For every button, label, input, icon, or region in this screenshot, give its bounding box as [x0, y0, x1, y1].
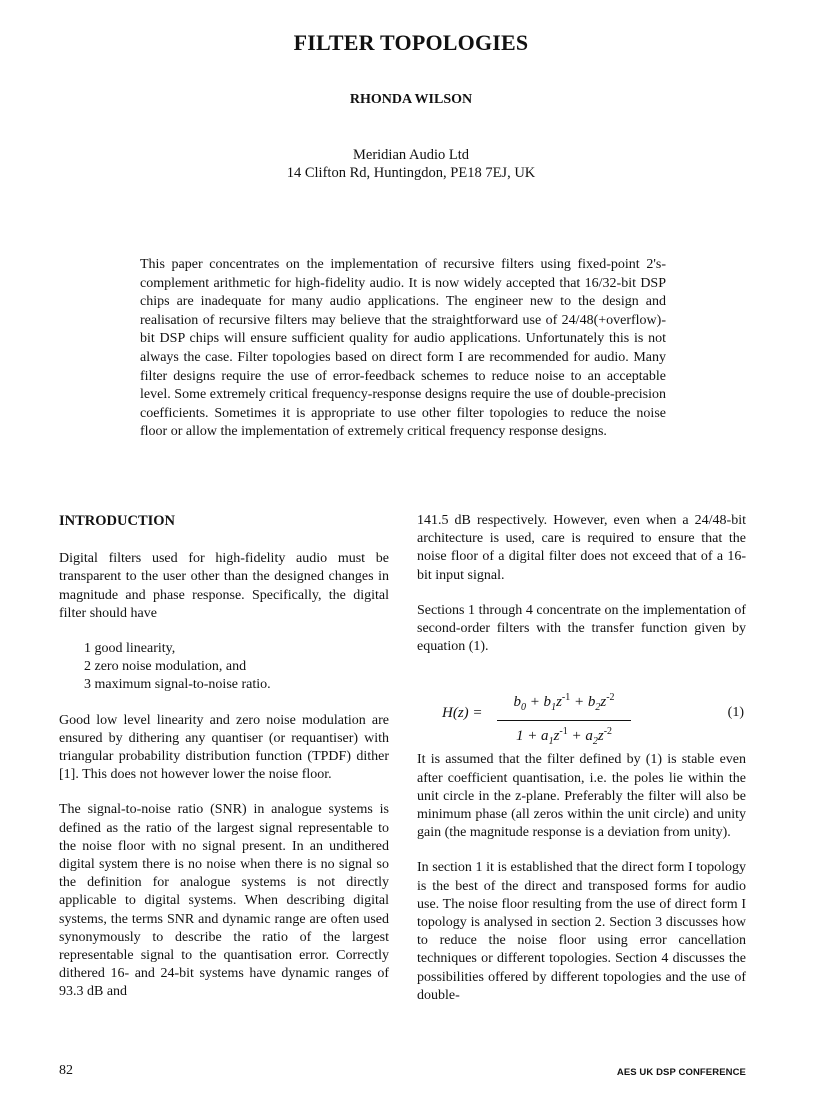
page-number: 82 — [59, 1063, 73, 1078]
equation-number: (1) — [727, 705, 744, 721]
paper-title: FILTER TOPOLOGIES — [293, 30, 529, 55]
right-paragraph-1: 141.5 dB respectively. However, even when a 24/48-bit architecture is used, care is required to ensure that the noise floor of a digital filter does not exceed that of a 16-bit input signal. — [417, 513, 746, 583]
affiliation-address: 14 Clifton Rd, Huntingdon, PE18 7EJ, UK — [286, 165, 536, 181]
section-heading-introduction: INTRODUCTION — [59, 513, 176, 529]
equation-1 — [417, 689, 746, 747]
intro-paragraph-2: Good low level linearity and zero noise modulation are ensured by dithering any quantiser (or requantiser) with triangular probability distribution function (TPDF) dither [1]. This does not however lower the noise floor. — [59, 712, 389, 783]
equation-numerator: $b_0 + b_1z^{-1} + b_2z^{-2}$ — [497, 689, 631, 720]
author-name: RHONDA WILSON — [349, 92, 473, 107]
list-item: 3 maximum signal-to-noise ratio. — [84, 677, 271, 693]
right-paragraph-2: Sections 1 through 4 concentrate on the implementation of second-order filters with the transfer function given by equation (1). — [417, 602, 746, 655]
conference-name: AES UK DSP CONFERENCE — [616, 1067, 746, 1078]
requirements-list — [59, 640, 389, 695]
list-item: 1 good linearity, — [84, 641, 176, 657]
affiliation-org: Meridian Audio Ltd — [353, 147, 469, 163]
right-paragraph-3: It is assumed that the filter defined by (1) is stable even after coefficient quantisation, i.e. the poles lie within the unit circle in the z-plane. Preferably the filter will also be minimum phase (all zeros within the unit circle) and unity gain (the magnitude response is a deviation from unity). — [417, 752, 746, 841]
left-column — [59, 512, 389, 1019]
intro-paragraph-3: The signal-to-noise ratio (SNR) in analogue systems is defined as the ratio of the largest signal representable to the noise floor with no signal present. In an undithered digital system there is no noise when there is no signal so the definition for analogue systems is not directly applicable to digital systems. When describing digital systems, the terms SNR and dynamic range are often used synonymously to describe the ratio of the largest representable signal to the quantisation error. Correctly dithered 16- and 24-bit systems have dynamic ranges of 93.3 dB and — [59, 802, 389, 1000]
equation-fraction — [497, 689, 631, 750]
equation-denominator: $1 + a_1z^{-1} + a_2z^{-2}$ — [515, 725, 613, 747]
intro-paragraph-1: Digital filters used for high-fidelity audio must be transparent to the user other than the designed changes in magnitude and phase response. Specifically, the digital filter should have — [59, 551, 389, 621]
equation-lhs: H(z) = — [442, 705, 483, 722]
affiliation — [0, 146, 822, 182]
abstract: This paper concentrates on the implementation of recursive filters using fixed-point 2's-complement arithmetic for high-fidelity audio. It is now widely accepted that 16/32-bit DSP chips are inadequate for many audio applications. The engineer new to the design and realisation of recursive filters may believe that the straightforward use of 24/48(+overflow)-bit DSP chips will ensure sufficient quality for audio applications. Unfortunately this is not always the case. Filter topologies based on direct form I are recommended for audio. Many filter designs require the use of error-feedback schemes to reduce noise to an acceptable level. Some extremely critical frequency-response designs require the use of double-precision coefficients. Sometimes it is appropriate to use other filter topologies to reduce the noise floor or allow the implementation of extremely critical frequency response designs. — [140, 257, 666, 440]
right-paragraph-4: In section 1 it is established that the direct form I topology is the best of the direct and transposed forms for audio use. The noise floor resulting from the use of direct form I topology is analysed in section 2. Section 3 discusses how to reduce the noise floor using error cancellation techniques or different topologies. Section 4 discusses the possibilities offered by different topologies and the use of double- — [417, 860, 746, 1003]
list-item: 2 zero noise modulation, and — [84, 659, 247, 675]
right-column — [417, 512, 746, 1022]
